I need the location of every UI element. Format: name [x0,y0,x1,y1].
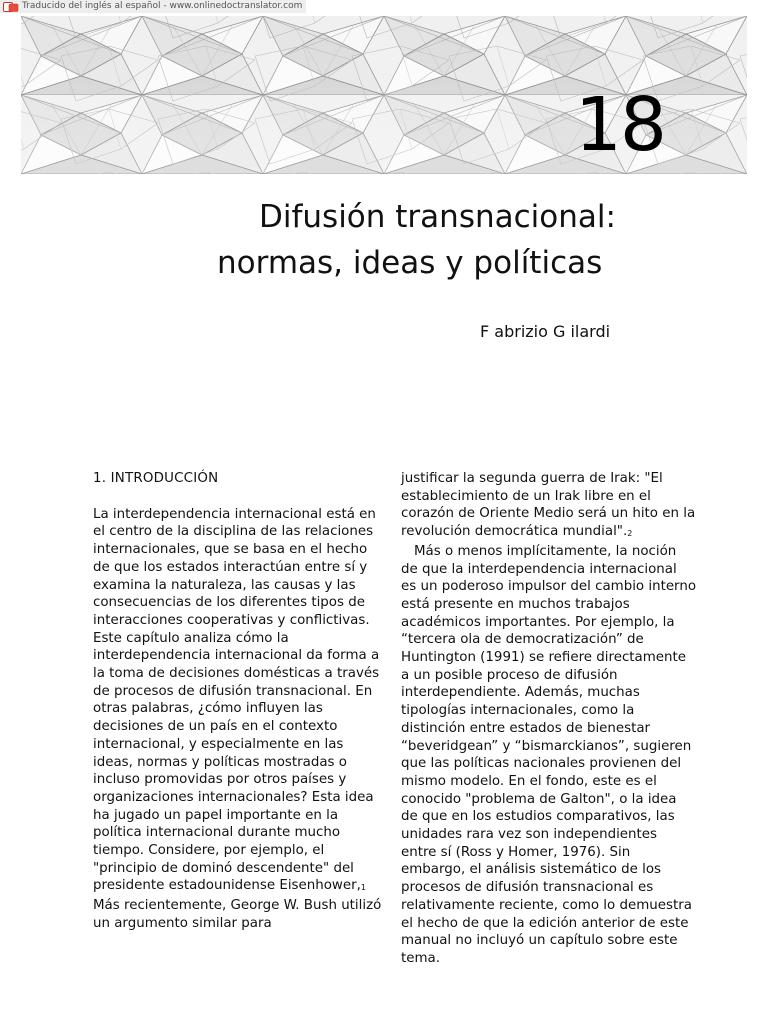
chapter-header-banner [21,16,747,174]
chapter-title-line-2: normas, ideas y políticas [217,245,603,281]
chapter-number: 18 [574,82,665,168]
paragraph-text: Más o menos implícitamente, la noción de que la interdependencia internacional es un poderoso impulsor del cambio interno está presente en muchos trabajos académicos importantes. Por ejemplo, la “tercera ola de democratización” de Huntington (1991) se refiere directamente a un posible proceso de difusión interdependiente. Además, muchas tipologías internacionales, como la distinción entre estados de bienestar “beveridgean” y “bismarckianos”, sugieren que las políticas nacionales provienen del mismo modelo. En el fondo, este es el conocido "problema de Galton", o la idea de que en los estudios comparativos, las unidades rara vez son independientes entre sí (Ross y Homer, 1976). Sin embargo, el análisis sistemático de los procesos de difusión transnacional es relativamente reciente, como lo demuestra el hecho de que la edición anterior de este manual no incluyó un capítulo sobre este tema. [401,543,697,966]
translator-banner[interactable] [0,0,306,13]
section-heading: 1. INTRODUCCIÓN [93,471,219,486]
chapter-title-line-1: Difusión transnacional: [259,199,616,235]
body-paragraph [401,470,696,543]
footnote-marker[interactable]: 1 [360,883,366,893]
body-paragraph [401,543,696,968]
right-column [401,470,696,968]
paragraph-text: La interdependencia internacional está en el centro de la disciplina de las relaciones internacionales, que se basa en el hecho de que los estados interactúan entre sí y examina la naturaleza, las causas y las consecuencias de los diferentes tipos de interacciones cooperativas y conflictivas. Este capítulo analiza cómo la interdependencia internacional da forma a la toma de decisiones domésticas a través de procesos de difusión transnacional. En otras palabras, ¿cómo influyen las decisiones de un país en el contexto internacional, y especialmente en las ideas, normas y políticas mostradas o incluso promovidas por otros países y organizaciones internacionales? Esta idea ha jugado un papel importante en la política internacional durante mucho tiempo. Considere, por ejemplo, el "principio de dominó descendente" del presidente estadounidense Eisenhower, [93,506,380,894]
translator-logo-icon [3,2,19,12]
paragraph-text-continued: Más recientemente, George W. Bush utilizó un argumento similar para [93,898,382,931]
footnote-marker[interactable]: 2 [627,529,633,539]
author-name: F abrizio G ilardi [480,322,611,341]
left-column [93,470,383,933]
body-paragraph [93,506,383,933]
paragraph-text: justificar la segunda guerra de Irak: "El establecimiento de un Irak libre en el corazón de Oriente Medio será un hito en la revolución democrática mundial". [401,471,696,540]
translator-banner-text[interactable]: Traducido del inglés al español - www.onlinedoctranslator.com [22,1,303,11]
